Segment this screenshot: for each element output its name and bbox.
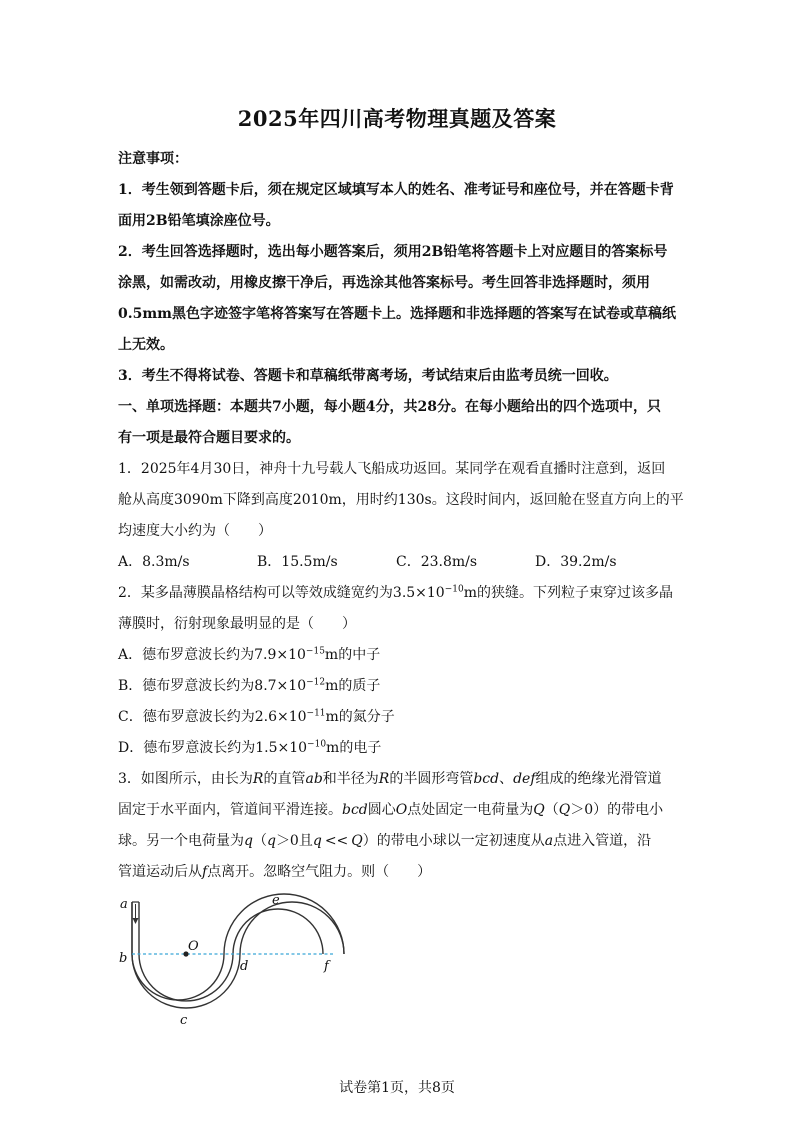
notice-item-1-line-1: 1．考生领到答题卡后，须在规定区域填写本人的姓名、准考证号和座位号，并在答题卡背 — [118, 182, 674, 198]
q2-option-a-unit: m的中子 — [324, 647, 381, 663]
q3-text: ）的带电小球以一定初速度从 — [362, 833, 545, 849]
q2-option-c[interactable] — [118, 706, 395, 726]
q3-var-O: O — [395, 802, 408, 818]
q2-option-d[interactable] — [118, 737, 381, 757]
notice-item-2-line-4: 上无效。 — [118, 337, 174, 353]
q3-stem-line-1 — [118, 768, 662, 788]
q3-pipe-figure — [112, 888, 352, 1030]
q2-option-d-unit: m的电子 — [326, 740, 382, 756]
label-f: f — [324, 959, 329, 974]
notice-item-1-line-2: 面用2B铅笔填涂座位号。 — [118, 213, 280, 229]
entry-arrow-head — [133, 918, 139, 924]
q3-var-q: q — [312, 833, 322, 849]
q3-text: 和半径为 — [322, 771, 379, 787]
q3-text: （ — [544, 802, 559, 818]
q2-option-b-exponent: −12 — [306, 677, 326, 688]
q1-stem-line-1: 1．2025年4月30日，神舟十九号载人飞船成功返回。某同学在观看直播时注意到，返回 — [118, 461, 666, 477]
q2-option-d-text: D．德布罗意波长约为1.5×10 — [118, 740, 308, 756]
q2-option-d-exponent: −10 — [307, 739, 327, 750]
q1-option-d[interactable]: D．39.2m/s — [535, 554, 617, 570]
q1-stem-line-2: 舱从高度3090m下降到高度2010m，用时约130s。这段时间内，返回舱在竖直方向上的平 — [118, 492, 684, 508]
q3-text: 的直管 — [263, 771, 306, 787]
q3-var-bcd: bcd — [342, 802, 368, 818]
q3-text: 球。另一个电荷量为 — [118, 833, 244, 849]
q3-stem-line-4 — [118, 861, 431, 881]
q2-stem-line-2: 薄膜时，衍射现象最明显的是（ ） — [118, 616, 356, 632]
page-footer: 试卷第1页，共8页 — [339, 1080, 455, 1096]
q3-text: 固定于水平面内，管道间平滑连接。 — [118, 802, 342, 818]
q3-text: 组成的绝缘光滑管道 — [535, 771, 662, 787]
pipe-outer-wall — [132, 902, 344, 1008]
q3-much-less-than: << — [324, 833, 349, 849]
q2-option-b-unit: m的质子 — [325, 678, 381, 694]
q1-option-c[interactable]: C．23.8m/s — [396, 554, 478, 570]
q3-var-ab: ab — [305, 771, 323, 787]
q3-var-q: q — [266, 833, 276, 849]
notice-item-2-line-1: 2．考生回答选择题时，选出每小题答案后，须用2B铅笔将答题卡上对应题目的答案标号 — [118, 244, 668, 260]
q3-var-Q: Q — [533, 802, 545, 818]
section-1-heading-line-1: 一、单项选择题：本题共7小题，每小题4分，共28分。在每小题给出的四个选项中，只 — [118, 399, 661, 415]
q2-option-a-exponent: −15 — [305, 646, 325, 657]
q2-option-b-text: B．德布罗意波长约为8.7×10 — [118, 678, 307, 694]
q3-stem-line-3 — [118, 830, 651, 850]
q2-option-b[interactable] — [118, 675, 380, 695]
q2-option-c-text: C．德布罗意波长约为2.6×10 — [118, 709, 307, 725]
pipe-inner-wall-2 — [139, 902, 323, 1001]
notice-heading: 注意事项： — [118, 151, 188, 167]
q3-text: 点离开。忽略空气阻力。则（ ） — [207, 864, 432, 880]
q3-var-Q: Q — [558, 802, 571, 818]
label-o: O — [188, 939, 199, 954]
q2-option-c-exponent: −11 — [306, 708, 326, 719]
q2-option-a-text: A．德布罗意波长约为7.9×10 — [118, 647, 306, 663]
q3-text: 、 — [499, 771, 514, 787]
q1-stem-line-3: 均速度大小约为（ ） — [118, 523, 272, 539]
notice-item-2-line-2: 涂黑，如需改动，用橡皮擦干净后，再选涂其他答案标号。考生回答非选择题时，须用 — [118, 275, 650, 291]
page-title: 2025年四川高考物理真题及答案 — [237, 106, 557, 131]
label-b: b — [119, 951, 128, 966]
q3-var-a: a — [544, 833, 554, 849]
q3-text: ＞0）的带电小 — [570, 802, 664, 818]
q3-text: ＞0且 — [275, 833, 313, 849]
q3-text: 圆心 — [367, 802, 396, 818]
q2-stem-exponent: −10 — [444, 584, 464, 595]
q3-text: 管道运动后从 — [118, 864, 202, 880]
q1-option-b[interactable]: B．15.5m/s — [257, 554, 338, 570]
q3-var-Q: Q — [351, 833, 363, 849]
q2-option-c-unit: m的氮分子 — [325, 709, 395, 725]
notice-item-2-line-3: 0.5mm黑色字迹签字笔将答案写在答题卡上。选择题和非选择题的答案写在试卷或草稿纸 — [118, 306, 676, 322]
q3-var-bcd: bcd — [473, 771, 500, 787]
notice-item-3: 3．考生不得将试卷、答题卡和草稿纸带离考场，考试结束后由监考员统一回收。 — [118, 368, 618, 384]
q3-text: （ — [252, 833, 267, 849]
label-c: c — [180, 1013, 188, 1028]
q3-text: 3．如图所示，由长为 — [118, 771, 253, 787]
q3-text: 点处固定一电荷量为 — [407, 802, 534, 818]
label-a: a — [120, 897, 128, 912]
q2-stem-text-b: m的狭缝。下列粒子束穿过该多晶 — [463, 585, 673, 601]
label-d: d — [240, 959, 249, 974]
q3-var-R: R — [252, 771, 264, 787]
q2-option-a[interactable] — [118, 644, 380, 664]
q2-stem-line-1 — [118, 582, 673, 602]
q3-var-q: q — [244, 833, 253, 849]
q1-option-a[interactable]: A．8.3m/s — [118, 554, 190, 570]
label-e: e — [272, 893, 280, 908]
q3-var-def: def — [513, 771, 536, 787]
q3-stem-line-2 — [118, 799, 663, 819]
q3-var-R: R — [378, 771, 390, 787]
pipe-inner-wall — [132, 894, 344, 1000]
q3-text: 的半圆形弯管 — [389, 771, 474, 787]
q3-text: 点进入管道，沿 — [553, 833, 652, 849]
section-1-heading-line-2: 有一项是最符合题目要求的。 — [118, 430, 300, 446]
q2-stem-text-a: 2．某多晶薄膜晶格结构可以等效成缝宽约为3.5×10 — [118, 585, 445, 601]
q3-var-f: f — [202, 864, 208, 880]
